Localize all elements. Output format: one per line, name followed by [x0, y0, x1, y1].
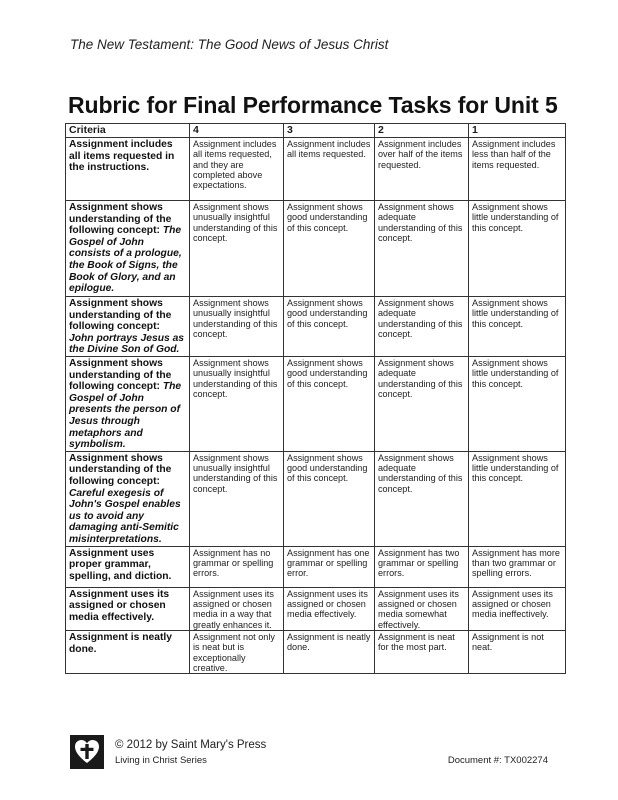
level-3-cell: Assignment includes all items requested. [284, 138, 375, 201]
level-4-cell: Assignment shows unusually insightful understanding of this concept. [190, 451, 284, 546]
level-2-cell: Assignment shows adequate understanding of this concept. [375, 356, 469, 451]
level-3-cell: Assignment shows good understanding of this concept. [284, 356, 375, 451]
level-2-cell: Assignment uses its assigned or chosen media somewhat effectively. [375, 587, 469, 630]
page-title: Rubric for Final Performance Tasks for Unit 5 [68, 92, 558, 118]
level-2-cell: Assignment shows adequate understanding of this concept. [375, 451, 469, 546]
criterion-concept: John portrays Jesus as the Divine Son of God. [69, 332, 185, 356]
column-header-level-2: 2 [375, 124, 469, 138]
rubric-row [66, 356, 566, 451]
level-1-cell: Assignment includes less than half of the items requested. [469, 138, 566, 201]
rubric-header-row [66, 124, 566, 138]
level-3-cell: Assignment shows good understanding of this concept. [284, 451, 375, 546]
rubric-row [66, 630, 566, 673]
criterion-text: Assignment uses proper grammar, spelling, and diction. [69, 547, 172, 582]
criterion-text: Assignment uses its assigned or chosen media effectively. [69, 588, 170, 623]
criterion-cell [66, 356, 190, 451]
criterion-text: Assignment shows understanding of the following concept: [69, 202, 172, 237]
level-2-cell: Assignment shows adequate understanding of this concept. [375, 297, 469, 357]
criterion-text: Assignment includes all items requested in the instructions. [69, 139, 175, 174]
level-4-cell: Assignment uses its assigned or chosen media in a way that greatly enhances it. [190, 587, 284, 630]
rubric-table [65, 123, 566, 674]
level-1-cell: Assignment shows little understanding of this concept. [469, 451, 566, 546]
criterion-cell [66, 630, 190, 673]
level-4-cell: Assignment shows unusually insightful understanding of this concept. [190, 356, 284, 451]
level-1-cell: Assignment shows little understanding of this concept. [469, 297, 566, 357]
criterion-concept: The Gospel of John presents the person of Jesus through metaphors and symbolism. [69, 381, 182, 451]
level-4-cell: Assignment has no grammar or spelling errors. [190, 546, 284, 587]
criterion-text: Assignment shows understanding of the following concept: [69, 357, 172, 393]
level-3-cell: Assignment shows good understanding of this concept. [284, 201, 375, 297]
series-name: Living in Christ Series [115, 755, 207, 766]
criterion-cell [66, 201, 190, 297]
criterion-cell [66, 138, 190, 201]
saint-marys-press-logo-icon [70, 735, 104, 769]
level-4-cell: Assignment not only is neat but is exceptionally creative. [190, 630, 284, 673]
rubric-row [66, 587, 566, 630]
level-2-cell: Assignment shows adequate understanding of this concept. [375, 201, 469, 297]
rubric-row [66, 546, 566, 587]
level-3-cell: Assignment uses its assigned or chosen media effectively. [284, 587, 375, 630]
criterion-text: Assignment shows understanding of the following concept: [69, 452, 172, 487]
level-3-cell: Assignment shows good understanding of this concept. [284, 297, 375, 357]
level-4-cell: Assignment shows unusually insightful understanding of this concept. [190, 201, 284, 297]
criterion-concept: The Gospel of John consists of a prologue, the Book of Signs, the Book of Glory, and an epilogue. [69, 225, 182, 295]
series-title: The New Testament: The Good News of Jesus Christ [70, 37, 389, 52]
rubric-row [66, 201, 566, 297]
criterion-text: Assignment shows understanding of the following concept: [69, 298, 172, 333]
criterion-cell [66, 546, 190, 587]
level-2-cell: Assignment is neat for the most part. [375, 630, 469, 673]
criterion-text: Assignment is neatly done. [69, 631, 172, 655]
column-header-criteria: Criteria [66, 124, 190, 138]
level-1-cell: Assignment shows little understanding of this concept. [469, 201, 566, 297]
rubric-row [66, 138, 566, 201]
criterion-concept: Careful exegesis of John's Gospel enables us to avoid any damaging anti-Semitic misinterpretations. [69, 487, 181, 545]
copyright-text: © 2012 by Saint Mary's Press [115, 739, 267, 751]
level-3-cell: Assignment has one grammar or spelling error. [284, 546, 375, 587]
column-header-level-1: 1 [469, 124, 566, 138]
level-2-cell: Assignment includes over half of the items requested. [375, 138, 469, 201]
criterion-cell [66, 587, 190, 630]
level-2-cell: Assignment has two grammar or spelling errors. [375, 546, 469, 587]
criterion-cell [66, 451, 190, 546]
level-1-cell: Assignment shows little understanding of this concept. [469, 356, 566, 451]
document-number: Document #: TX002274 [447, 755, 548, 766]
column-header-level-3: 3 [284, 124, 375, 138]
criterion-cell [66, 297, 190, 357]
level-1-cell: Assignment is not neat. [469, 630, 566, 673]
level-4-cell: Assignment shows unusually insightful understanding of this concept. [190, 297, 284, 357]
level-1-cell: Assignment has more than two grammar or spelling errors. [469, 546, 566, 587]
level-1-cell: Assignment uses its assigned or chosen media ineffectively. [469, 587, 566, 630]
level-4-cell: Assignment includes all items requested, and they are completed above expectations. [190, 138, 284, 201]
level-3-cell: Assignment is neatly done. [284, 630, 375, 673]
rubric-row [66, 297, 566, 357]
column-header-level-4: 4 [190, 124, 284, 138]
rubric-row [66, 451, 566, 546]
